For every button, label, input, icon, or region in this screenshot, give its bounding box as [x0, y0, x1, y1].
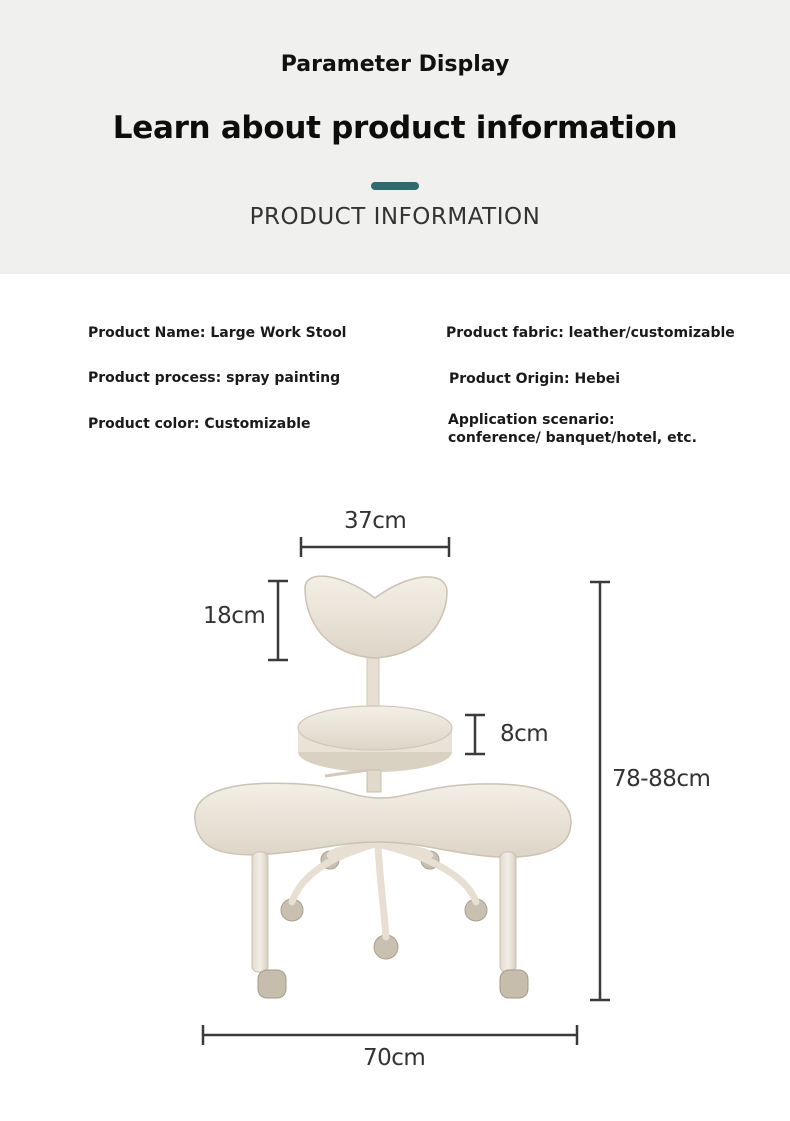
section-title: PRODUCT INFORMATION [249, 204, 541, 230]
page-title: Learn about product information [112, 110, 678, 146]
kicker-text: Parameter Display [280, 52, 510, 77]
spec-application-scenario [448, 411, 698, 447]
spec-product-process [88, 369, 340, 387]
spec-value: spray painting [226, 370, 341, 386]
spec-label: Product color: [88, 416, 200, 432]
spec-product-color [88, 415, 311, 433]
dimension-label-backrest-width: 37cm [344, 508, 407, 534]
spec-label: Product fabric: [446, 325, 564, 341]
spec-value: Hebei [574, 371, 621, 387]
spec-product-fabric [446, 324, 735, 342]
spec-value: leather/customizable [568, 325, 735, 341]
header-band [0, 0, 790, 274]
spec-value: Customizable [204, 416, 311, 432]
spec-label: Product process: [88, 370, 222, 386]
spec-label: Product Origin: [449, 371, 570, 387]
spec-product-origin [449, 370, 620, 388]
spec-value: conference/ banquet/hotel, etc. [448, 430, 697, 446]
spec-label: Application scenario: [448, 412, 615, 428]
chair-illustration [0, 470, 790, 1117]
spec-value: Large Work Stool [210, 325, 347, 341]
dimension-label-total-height: 78-88cm [612, 766, 711, 792]
dimension-label-backrest-height: 18cm [203, 603, 266, 629]
dimension-label-seat-thickness: 8cm [500, 721, 549, 747]
dimension-label-base-width: 70cm [363, 1045, 426, 1071]
spec-label: Product Name: [88, 325, 206, 341]
accent-bar [371, 182, 419, 190]
spec-product-name [88, 324, 346, 342]
dimension-diagram [0, 470, 790, 1117]
